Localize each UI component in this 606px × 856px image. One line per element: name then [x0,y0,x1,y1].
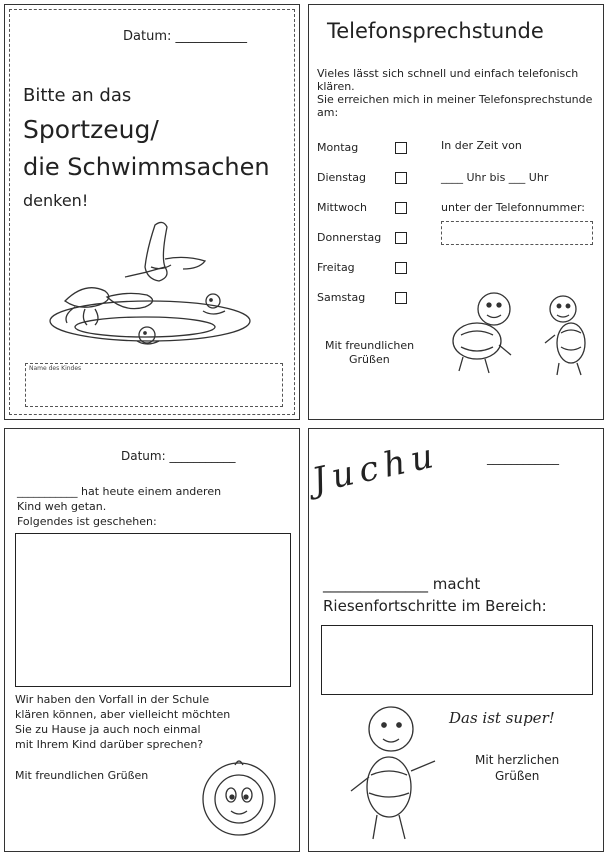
day-label-friday: Freitag [317,261,355,274]
closing-line-1: Mit herzlichen [475,753,560,767]
card-sport-reminder [4,4,300,420]
closing-line-2: Grüßen [495,769,540,783]
incident-line-2: Kind weh getan. [17,500,107,513]
closing-text: Mit freundlichen Grüßen [15,769,149,782]
day-checkbox-tuesday[interactable] [395,172,407,184]
intro-line-4: am: [317,106,339,119]
reminder-line-3: die Schwimmsachen [23,153,270,181]
progress-line: Riesenfortschritte im Bereich: [323,597,547,615]
student-makes-line: ______________ macht [323,575,481,593]
incident-para-4: mit Ihrem Kind darüber sprechen? [15,738,204,751]
card-incident-note [4,428,300,852]
incident-para-1: Wir haben den Vorfall in der Schule [15,693,210,706]
swimming-animals-illustration [45,217,275,357]
turtle-pair-illustration [439,285,599,385]
incident-line-1: ___________ hat heute einem anderen [17,485,222,498]
day-checkbox-monday[interactable] [395,142,407,154]
day-label-thursday: Donnerstag [317,231,382,244]
day-checkbox-saturday[interactable] [395,292,407,304]
time-line: ____ Uhr bis ___ Uhr [441,171,549,184]
waving-turtle-illustration [339,697,449,847]
time-label: In der Zeit von [441,139,522,152]
closing-line-1: Mit freundlichen [325,339,415,352]
phone-hours-title: Telefonsprechstunde [327,19,544,43]
juchu-heading: Juchu [308,435,443,501]
reminder-line-1: Bitte an das [23,85,132,106]
intro-line-3: Sie erreichen mich in meiner Telefonsprechstunde [317,93,593,106]
name-label: Name des Kindes [29,365,82,372]
day-checkbox-friday[interactable] [395,262,407,274]
day-label-wednesday: Mittwoch [317,201,367,214]
day-checkbox-thursday[interactable] [395,232,407,244]
incident-line-3: Folgendes ist geschehen: [17,515,157,528]
intro-line-2: klären. [317,80,355,93]
phone-number-field[interactable] [441,221,593,245]
day-label-saturday: Samstag [317,291,366,304]
turtle-face-illustration [199,755,279,837]
phone-label: unter der Telefonnummer: [441,201,586,214]
reminder-line-2: Sportzeug/ [23,115,159,144]
progress-area-box[interactable] [321,625,593,695]
incident-description-box[interactable] [15,533,291,687]
day-checkbox-wednesday[interactable] [395,202,407,214]
praise-text: Das ist super! [449,709,555,727]
card-progress-praise [308,428,604,852]
juchu-underline: ____________ [487,451,559,465]
incident-para-2: klären können, aber vielleicht möchten [15,708,231,721]
reminder-line-4: denken! [23,191,89,210]
intro-line-1: Vieles lässt sich schnell und einfach telefonisch [317,67,579,80]
day-label-tuesday: Dienstag [317,171,367,184]
card-phone-hours [308,4,604,420]
closing-line-2: Grüßen [349,353,390,366]
date-label: Datum: ___________ [121,449,236,463]
incident-para-3: Sie zu Hause ja auch noch einmal [15,723,201,736]
day-label-monday: Montag [317,141,359,154]
date-label: Datum: ___________ [123,29,247,44]
